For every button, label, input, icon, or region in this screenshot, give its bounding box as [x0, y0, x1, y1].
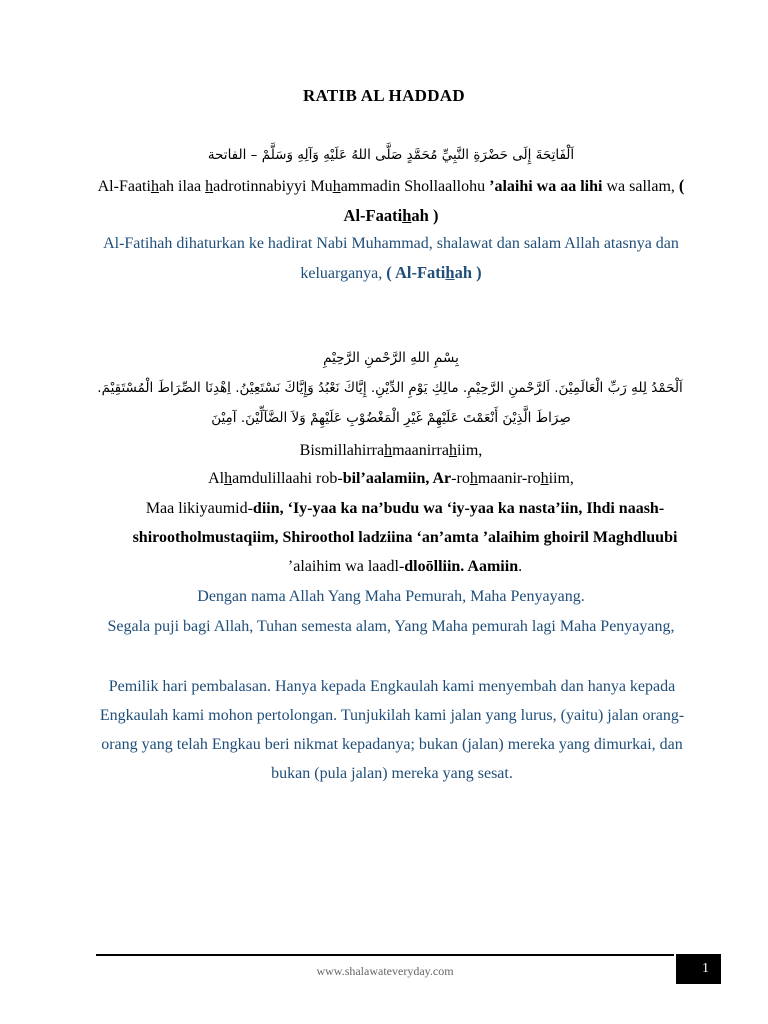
fatihah-surah-arabic-line-1: اَلْحَمْدُ لِلهِ رَبِّ الْعَالَمِيْنَ. اَلرَّحْمنِ الرَّحِيْمِ. مالِكِ يَوْمِ الدِّيْنِ. إِيَّاكَ نَعْبُدُ وَإِيَّاكَ نَسْتَعِيْنُ. اِهْدِنَا الصِّرَاطَ الْمُسْتَقِيْمَ.: [97, 380, 683, 396]
page-title: RATIB AL HADDAD: [303, 86, 465, 105]
fatihah-surah-arabic-line-2: صِرَاطَ الَّذِيْنَ أَنْعَمْتَ عَلَيْهِمْ غَيْرِ الْمَغْضُوْبِ عَلَيْهِمْ وَلاَ الضَّآلِّيْنَ. آمِيْنَ: [211, 410, 571, 426]
basmalah-transliteration: Bismillahirrahmaanirrahiim,: [299, 442, 483, 459]
footer-url: www.shalawateveryday.com: [316, 964, 454, 978]
page-number: 1: [676, 954, 721, 984]
translation-line-3: Pemilik hari pembalasan. Hanya kepada Engkaulah kami menyembah dan hanya kepada Engkaulah kami mohon pertolongan. Tunjukilah kami jalan yang lurus, (yaitu) jalan orang-orang yang telah Engkau beri nikmat kepadanya; bukan (jalan) mereka yang dimurkai, dan bukan (pula jalan) mereka yang sesat.: [99, 678, 685, 782]
surah-transliteration: Maa likiyaumid-diin, ‘Iy-yaa ka na’budu wa ‘iy-yaa ka nasta’iin, Ihdi naash-shirootholmustaqiim, Shiroothol ladziina ‘an’amta ’alaihim ghoiril Maghdluubi ’alaihim wa laadl-dloōlliin. Aamiin.: [132, 500, 678, 575]
basmalah-arabic: بِسْمِ اللهِ الرَّحْمنِ الرَّحِيْمِ: [323, 350, 459, 366]
fatihah-translation: Al-Fatihah dihaturkan ke hadirat Nabi Muhammad, shalawat dan salam Allah atasnya dan keluarganya, ( Al-Fatihah ): [103, 235, 679, 282]
fatihah-arabic: اَلْفَاتِحَةَ إِلَى حَضْرَةِ النَّبِيِّ مُحَمَّدٍ صَلَّى اللهُ عَلَيْهِ وَآلِهِ وَسَلَّمْ – الفاتحة: [207, 147, 575, 163]
alhamdu-transliteration: Alhamdulillaahi rob-bil’aalamiin, Ar-rohmaanir-rohiim,: [208, 470, 574, 487]
footer-divider: [96, 954, 674, 956]
fatihah-transliteration: Al-Faatihah ilaa hadrotinnabiyyi Muhammadin Shollaallohu ’alaihi wa aa lihi wa sallam, ( Al-Faatihah ): [97, 176, 685, 225]
translation-line-2: Segala puji bagi Allah, Tuhan semesta alam, Yang Maha pemurah lagi Maha Penyayang,: [107, 618, 675, 635]
translation-line-1: Dengan nama Allah Yang Maha Pemurah, Maha Penyayang.: [197, 588, 585, 605]
